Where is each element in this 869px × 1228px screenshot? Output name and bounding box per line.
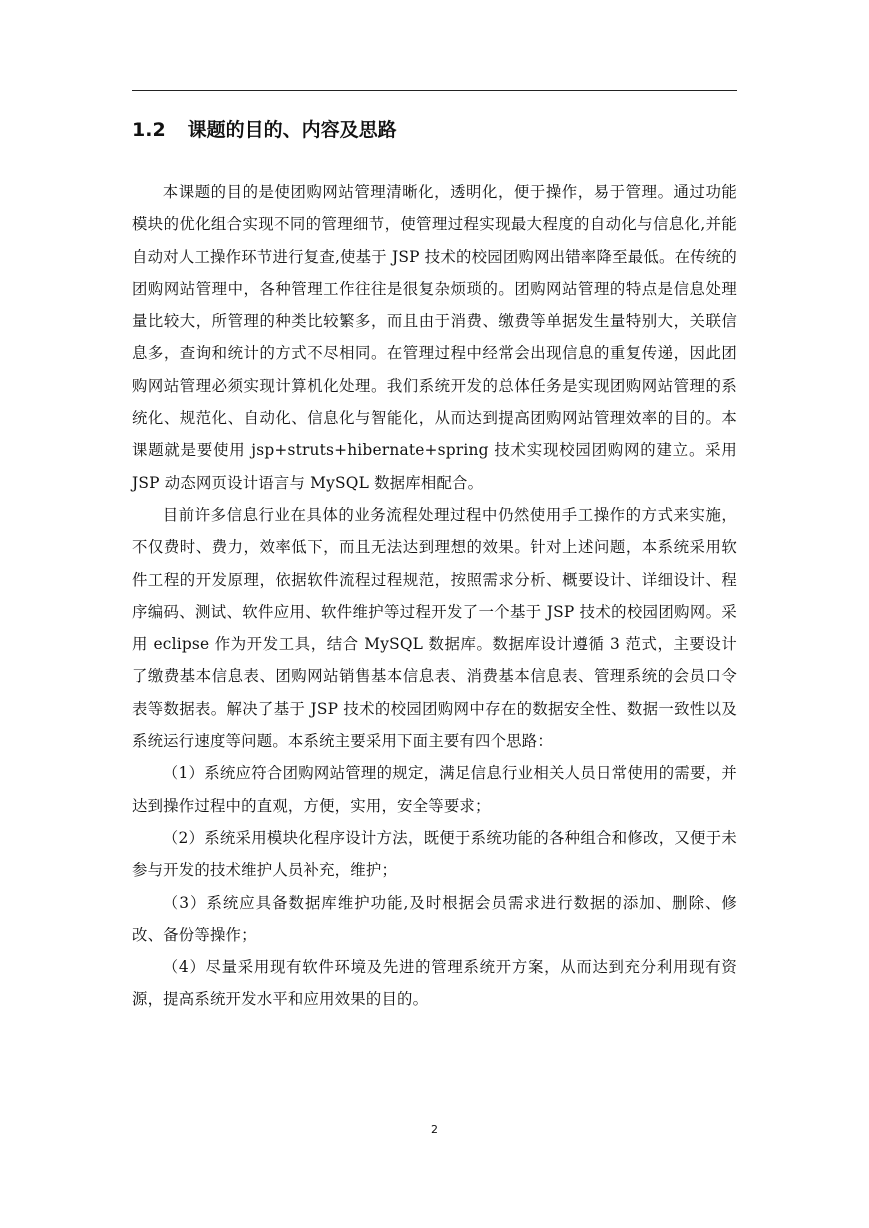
list-item-2: （2）系统采用模块化程序设计方法，既便于系统功能的各种组合和修改，又便于未参与开发的技术维护人员补充，维护； [132, 828, 737, 880]
header-rule [132, 90, 737, 91]
section-heading [132, 115, 737, 145]
list-item-1: （1）系统应符合团购网站管理的规定，满足信息行业相关人员日常使用的需要，并达到操作过程中的直观，方便，实用，安全等要求； [132, 764, 737, 815]
paragraph-approach: 目前许多信息行业在具体的业务流程处理过程中仍然使用手工操作的方式来实施，不仅费时、费力，效率低下，而且无法达到理想的效果。针对上述问题，本系统采用软件工程的开发原理，依据软件流程过程规范，按照需求分析、概要设计、详细设计、程序编码、测试、软件应用、软件维护等过程开发了一个基于 JSP 技术的校园团购网。采用 eclipse 作为开发工具，结合 MySQL 数据库。数据库设计遵循 3 范式，主要设计了缴费基本信息表、团购网站销售基本信息表、消费基本信息表、管理系统的会员口令表等数据表。解决了基于 JSP 技术的校园团购网中存在的数据安全性、数据一致性以及系统运行速度等问题。本系统主要采用下面主要有四个思路： [132, 505, 737, 751]
page-number: 2 [431, 1123, 438, 1136]
body-text [132, 176, 737, 1016]
section-title: 课题的目的、内容及思路 [187, 119, 397, 141]
list-item-3: （3）系统应具备数据库维护功能,及时根据会员需求进行数据的添加、删除、修改、备份等操作； [132, 893, 737, 944]
section-number: 1.2 [132, 119, 166, 141]
paragraph-purpose: 本课题的目的是使团购网站管理清晰化，透明化，便于操作，易于管理。通过功能模块的优化组合实现不同的管理细节，使管理过程实现最大程度的自动化与信息化,并能自动对人工操作环节进行复查,使基于 JSP 技术的校园团购网出错率降至最低。在传统的团购网站管理中，各种管理工作往往是很复杂烦琐的。团购网站管理的特点是信息处理量比较大，所管理的种类比较繁多，而且由于消费、缴费等单据发生量特别大，关联信息多，查询和统计的方式不尽相同。在管理过程中经常会出现信息的重复传递，因此团购网站管理必须实现计算机化处理。我们系统开发的总体任务是实现团购网站管理的系统化、规范化、自动化、信息化与智能化，从而达到提高团购网站管理效率的目的。本课题就是要使用 jsp+struts+hibernate+spring 技术实现校园团购网的建立。采用 JSP 动态网页设计语言与 MySQL 数据库相配合。 [132, 183, 737, 492]
list-item-4: （4）尽量采用现有软件环境及先进的管理系统开方案，从而达到充分利用现有资源，提高系统开发水平和应用效果的目的。 [132, 958, 737, 1009]
